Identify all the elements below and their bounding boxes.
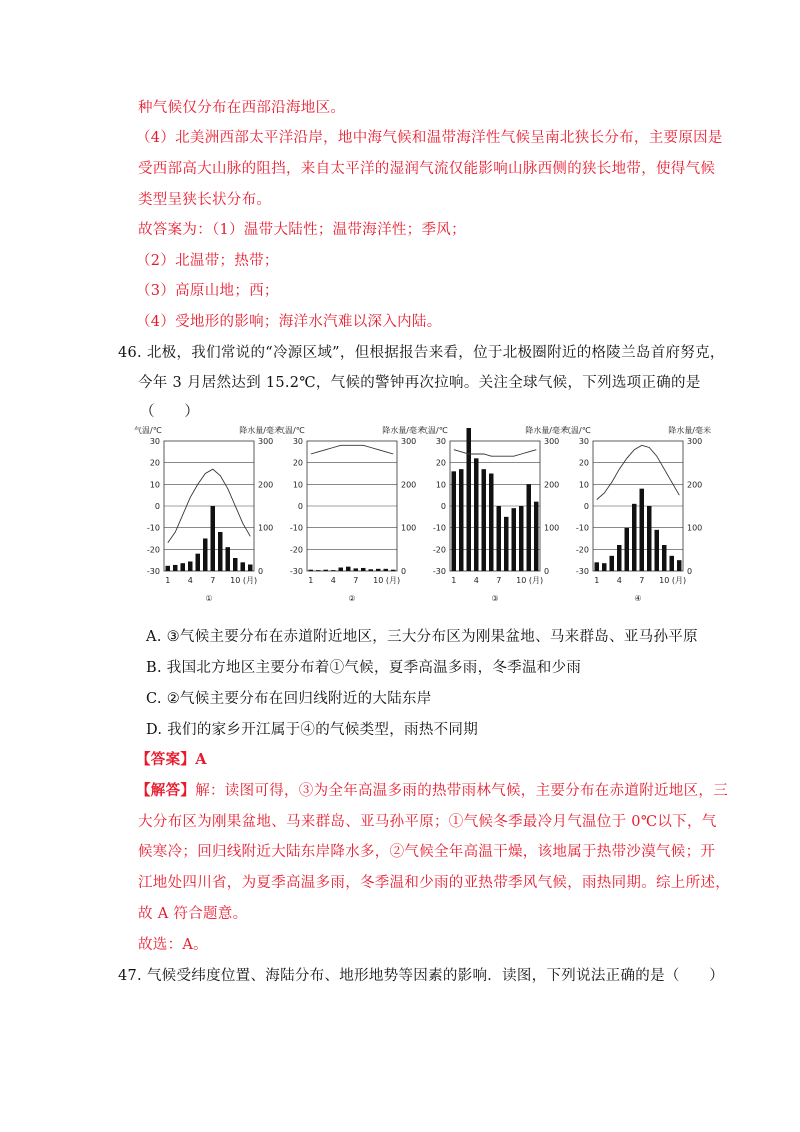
precip-bar (226, 547, 231, 571)
temp-tick-label: 10 (149, 480, 160, 490)
chart-number-label: ④ (634, 594, 642, 603)
question-46-stem-line-1: 46. 北极，我们常说的“冷源区域”，但根据报告来看，位于北极圈附近的格陵兰岛首府努克， (118, 345, 725, 361)
temp-tick-label: 20 (149, 458, 160, 468)
precip-bar (233, 558, 238, 571)
question-47-stem: 47. 气候受纬度位置、海陆分布、地形地势等因素的影响．读图，下列说法正确的是（ ） (118, 968, 725, 984)
chart-number-label: ② (348, 594, 356, 603)
precip-tick-label: 200 (544, 480, 560, 490)
month-tick-label: 10 (230, 576, 241, 585)
month-tick-label: 4 (616, 576, 622, 585)
prev-answer-line-1: 种气候仅分布在西部沿海地区。 (138, 100, 346, 116)
precip-bar (474, 458, 479, 571)
month-tick-label: 1 (165, 576, 171, 585)
precip-bar (512, 508, 517, 571)
climate-chart-3 (420, 425, 568, 603)
temp-tick-label: -20 (432, 545, 446, 555)
option-d: D. 我们的家乡开江属于④的气候类型，雨热不同期 (146, 722, 479, 738)
precip-bar (595, 562, 600, 571)
precip-bar (346, 567, 351, 571)
precip-bar (354, 568, 359, 571)
precip-bar (482, 469, 487, 571)
explanation-line-5: 故 A 符合题意。 (138, 906, 248, 922)
explanation-line-4: 江地处四川省，为夏季高温多雨，冬季温和少雨的亚热带季风气候，雨热同期。综上所述， (138, 875, 730, 891)
explanation-line-1-text: 解：读图可得，③为全年高温多雨的热带雨林气候，主要分布在赤道附近地区，三 (195, 783, 728, 799)
precip-bar (640, 489, 645, 571)
precip-bar (211, 506, 216, 571)
precip-bar (527, 484, 532, 571)
temp-tick-label: 10 (435, 480, 446, 490)
option-c: C. ②气候主要分布在回归线附近的大陆东岸 (146, 691, 432, 707)
precip-tick-label: 200 (401, 480, 417, 490)
chart-number-label: ③ (491, 594, 499, 603)
precip-bar (610, 556, 615, 571)
precip-bar (467, 428, 472, 571)
temp-axis-title: 气温/℃ (277, 426, 305, 435)
precip-bar (309, 570, 314, 571)
explanation-tag: 【解答】 (136, 782, 196, 799)
prev-answer-item-4: （4）受地形的影响；海洋水汽难以深入内陆。 (136, 314, 442, 330)
temperature-line (454, 450, 537, 457)
precip-bar (376, 569, 381, 571)
prev-answer-summary: 故答案为：（1）温带大陆性；温带海洋性；季风； (138, 222, 466, 238)
month-tick-label: 4 (330, 576, 336, 585)
precip-bar (489, 474, 494, 572)
option-b: B. 我国北方地区主要分布着①气候，夏季高温多雨，冬季温和少雨 (146, 660, 582, 676)
precip-tick-label: 100 (258, 523, 274, 533)
precip-bar (670, 556, 675, 571)
climate-charts-figure (132, 423, 711, 615)
precip-tick-label: 300 (258, 437, 274, 446)
chart-number-label: ① (205, 594, 213, 603)
month-axis-label: (月) (385, 576, 401, 585)
precip-bar (602, 563, 607, 571)
prev-answer-line-2: （4）北美洲西部太平洋沿岸，地中海气候和温带海洋性气候呈南北狭长分布，主要原因是 (136, 130, 723, 146)
precip-bar (391, 570, 396, 571)
temp-tick-label: -20 (575, 545, 589, 555)
precip-axis-title: 降水量/毫米 (525, 426, 568, 435)
temp-tick-label: 30 (149, 437, 160, 446)
temp-tick-label: -30 (146, 567, 160, 576)
precip-bar (617, 545, 622, 571)
precip-axis-title: 降水量/毫米 (382, 426, 425, 435)
precip-bar (331, 570, 336, 571)
precip-bar (316, 570, 321, 571)
temp-tick-label: 30 (435, 437, 446, 446)
month-tick-label: 1 (594, 576, 600, 585)
temp-tick-label: -30 (432, 567, 446, 576)
precip-bar (361, 568, 366, 571)
temp-tick-label: -10 (289, 523, 303, 533)
precip-tick-label: 100 (687, 523, 703, 533)
answer-label: 【答案】A (136, 751, 207, 768)
precip-bar (248, 565, 253, 572)
climate-chart-4 (563, 425, 711, 603)
temp-tick-label: -20 (289, 545, 303, 555)
month-tick-label: 1 (451, 576, 457, 585)
precip-bar (166, 566, 171, 571)
precip-tick-label: 100 (544, 523, 560, 533)
temp-tick-label: 0 (154, 502, 160, 511)
temp-tick-label: 20 (292, 458, 303, 468)
precip-tick-label: 0 (687, 567, 693, 576)
temperature-line (597, 445, 680, 499)
temp-tick-label: 10 (292, 480, 303, 490)
precip-bar (655, 530, 660, 571)
month-tick-label: 1 (308, 576, 314, 585)
question-46-answer-paren: （ ） (140, 404, 200, 420)
precip-bar (459, 469, 464, 571)
month-tick-label: 7 (353, 576, 359, 585)
precip-tick-label: 0 (401, 567, 407, 576)
precip-axis-title: 降水量/毫米 (239, 426, 282, 435)
month-tick-label: 7 (496, 576, 502, 585)
month-axis-label: (月) (528, 576, 544, 585)
precip-tick-label: 0 (544, 567, 550, 576)
explanation-line-2: 大分布区为刚果盆地、马来群岛、亚马孙平原；①气候冬季最冷月气温位于 0℃以下，气 (138, 814, 717, 830)
precip-tick-label: 200 (687, 480, 703, 490)
temp-tick-label: -30 (289, 567, 303, 576)
precip-bar (625, 528, 630, 571)
precip-tick-label: 300 (544, 437, 560, 446)
month-tick-label: 4 (187, 576, 193, 585)
temp-axis-title: 气温/℃ (134, 426, 162, 435)
precip-bar (203, 539, 208, 572)
temp-axis-title: 气温/℃ (563, 426, 591, 435)
explanation-line-3: 候寒冷；回归线附近大陆东岸降水多，②气候全年高温干燥，该地属于热带沙漠气候；开 (138, 844, 716, 860)
month-tick-label: 10 (373, 576, 384, 585)
month-tick-label: 4 (473, 576, 479, 585)
temp-tick-label: -10 (575, 523, 589, 533)
temp-tick-label: 30 (578, 437, 589, 446)
precip-bar (188, 561, 193, 571)
month-axis-label: (月) (242, 576, 258, 585)
month-tick-label: 7 (210, 576, 216, 585)
precip-bar (181, 563, 186, 571)
precip-bar (534, 502, 539, 571)
temp-tick-label: 0 (440, 502, 446, 511)
prev-answer-item-3: （3）高原山地；西； (136, 283, 279, 299)
precip-bar (662, 545, 667, 571)
climate-chart-2 (277, 425, 425, 603)
temp-tick-label: 0 (583, 502, 589, 511)
temp-tick-label: 30 (292, 437, 303, 446)
temp-tick-label: -30 (575, 567, 589, 576)
precip-bar (241, 562, 246, 571)
precip-bar (196, 554, 201, 571)
precip-bar (339, 568, 344, 571)
precip-bar (173, 565, 178, 571)
temp-tick-label: 20 (435, 458, 446, 468)
month-tick-label: 10 (659, 576, 670, 585)
precip-bar (452, 471, 457, 571)
precip-axis-title: 降水量/毫米 (668, 426, 711, 435)
climate-chart-1 (134, 425, 282, 603)
month-tick-label: 7 (639, 576, 645, 585)
precip-bar (519, 506, 524, 571)
month-axis-label: (月) (671, 576, 687, 585)
prev-answer-line-3: 受西部高大山脉的阻挡，来自太平洋的湿润气流仅能影响山脉西侧的狭长地带，使得气候 (138, 161, 716, 177)
precip-tick-label: 200 (258, 480, 274, 490)
precip-bar (632, 504, 637, 571)
prev-answer-item-2: （2）北温带；热带； (136, 253, 279, 269)
month-tick-label: 10 (516, 576, 527, 585)
option-a: A. ③气候主要分布在赤道附近地区，三大分布区为刚果盆地、马来群岛、亚马孙平原 (146, 629, 698, 645)
precip-bar (384, 569, 389, 571)
precip-tick-label: 300 (401, 437, 417, 446)
precip-tick-label: 100 (401, 523, 417, 533)
precip-bar (324, 570, 329, 571)
precip-tick-label: 300 (687, 437, 703, 446)
temp-tick-label: -10 (146, 523, 160, 533)
precip-bar (677, 560, 682, 571)
precip-bar (497, 506, 502, 571)
temp-tick-label: 10 (578, 480, 589, 490)
prev-answer-line-4: 类型呈狭长状分布。 (138, 192, 272, 208)
precip-bar (504, 517, 509, 571)
temp-tick-label: -10 (432, 523, 446, 533)
explanation-conclusion: 故选：A。 (138, 937, 208, 953)
temp-axis-title: 气温/℃ (420, 426, 448, 435)
precip-bar (369, 569, 374, 571)
climate-charts-svg (132, 423, 711, 615)
question-46-stem-line-2: 今年 3 月居然达到 15.2℃，气候的警钟再次拉响。关注全球气候，下列选项正确的是 (138, 375, 701, 391)
temp-tick-label: 0 (297, 502, 303, 511)
precip-bar (218, 532, 223, 571)
temperature-line (311, 445, 394, 454)
explanation-line-1 (136, 781, 728, 801)
precip-tick-label: 0 (258, 567, 264, 576)
temp-tick-label: 20 (578, 458, 589, 468)
temp-tick-label: -20 (146, 545, 160, 555)
precip-bar (647, 506, 652, 571)
